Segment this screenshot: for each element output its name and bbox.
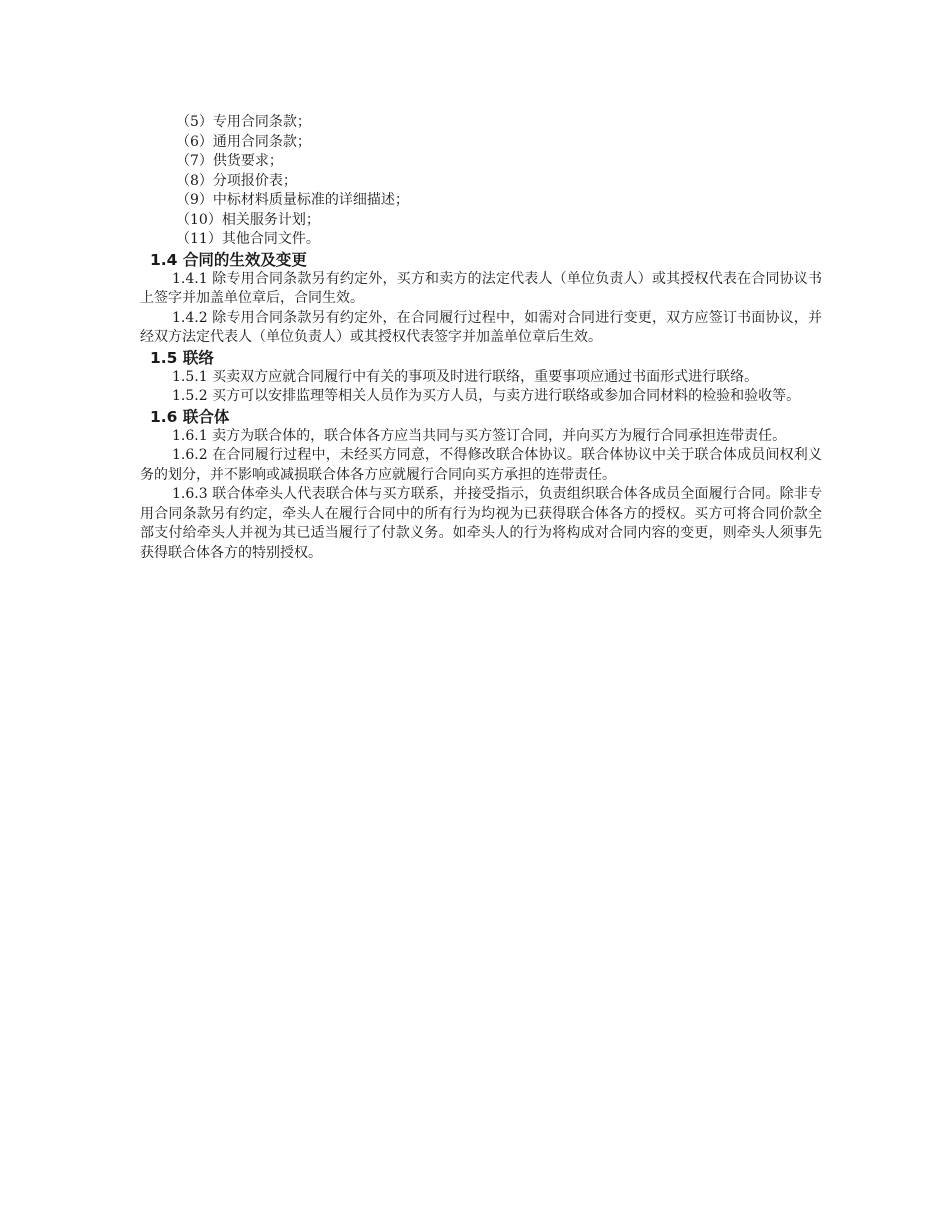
list-item: （6）通用合同条款； [176,133,311,150]
section-heading: 1.6 联合体 [150,407,230,426]
list-item: （7）供货要求； [176,153,283,169]
section-effectiveness-and-change [140,250,822,348]
clause-paragraph: 1.6.2 在合同履行过程中，未经买方同意，不得修改联合体协议。联合体协议中关于联合体成员间权利义务的划分，并不影响或减损联合体各方应就履行合同向买方承担的连带责任。 [140,447,822,483]
section-heading: 1.5 联络 [150,348,214,367]
clause-paragraph: 1.6.1 卖方为联合体的，联合体各方应当共同与买方签订合同，并向买方为履行合同承担连带责任。 [172,427,787,444]
list-item: （8）分项报价表； [176,172,297,189]
clause-paragraph: 1.5.2 买方可以安排监理等相关人员作为买方人员，与卖方进行联络或参加合同材料的检验和验收等。 [172,388,801,404]
contract-documents-list [140,113,822,250]
list-item: （11）其他合同文件。 [176,231,320,247]
document-page [140,113,822,563]
section-heading: 1.4 合同的生效及变更 [150,250,307,269]
clause-paragraph: 1.6.3 联合体牵头人代表联合体与买方联系，并接受指示，负责组织联合体各成员全面履行合同。除非专用合同条款另有约定，牵头人在履行合同中的所有行为均视为已获得联合体各方的授权。买方可将合同价款全部支付给牵头人并视为其已适当履行了付款义务。如牵头人的行为将构成对合同内容的变更，则牵头人须事先获得联合体各方的特别授权。 [140,486,822,561]
clause-paragraph: 1.4.2 除专用合同条款另有约定外，在合同履行过程中，如需对合同进行变更，双方应签订书面协议，并经双方法定代表人（单位负责人）或其授权代表签字并加盖单位章后生效。 [140,309,822,345]
section-liaison [140,348,822,407]
clause-paragraph: 1.5.1 买卖双方应就合同履行中有关的事项及时进行联络，重要事项应通过书面形式进行联络。 [172,368,759,385]
list-item: （5）专用合同条款； [176,114,311,130]
section-consortium [140,407,822,564]
clause-paragraph: 1.4.1 除专用合同条款另有约定外，买方和卖方的法定代表人（单位负责人）或其授权代表在合同协议书上签字并加盖单位章后，合同生效。 [140,270,822,306]
list-item: （9）中标材料质量标准的详细描述； [176,192,409,208]
list-item: （10）相关服务计划； [176,211,320,228]
